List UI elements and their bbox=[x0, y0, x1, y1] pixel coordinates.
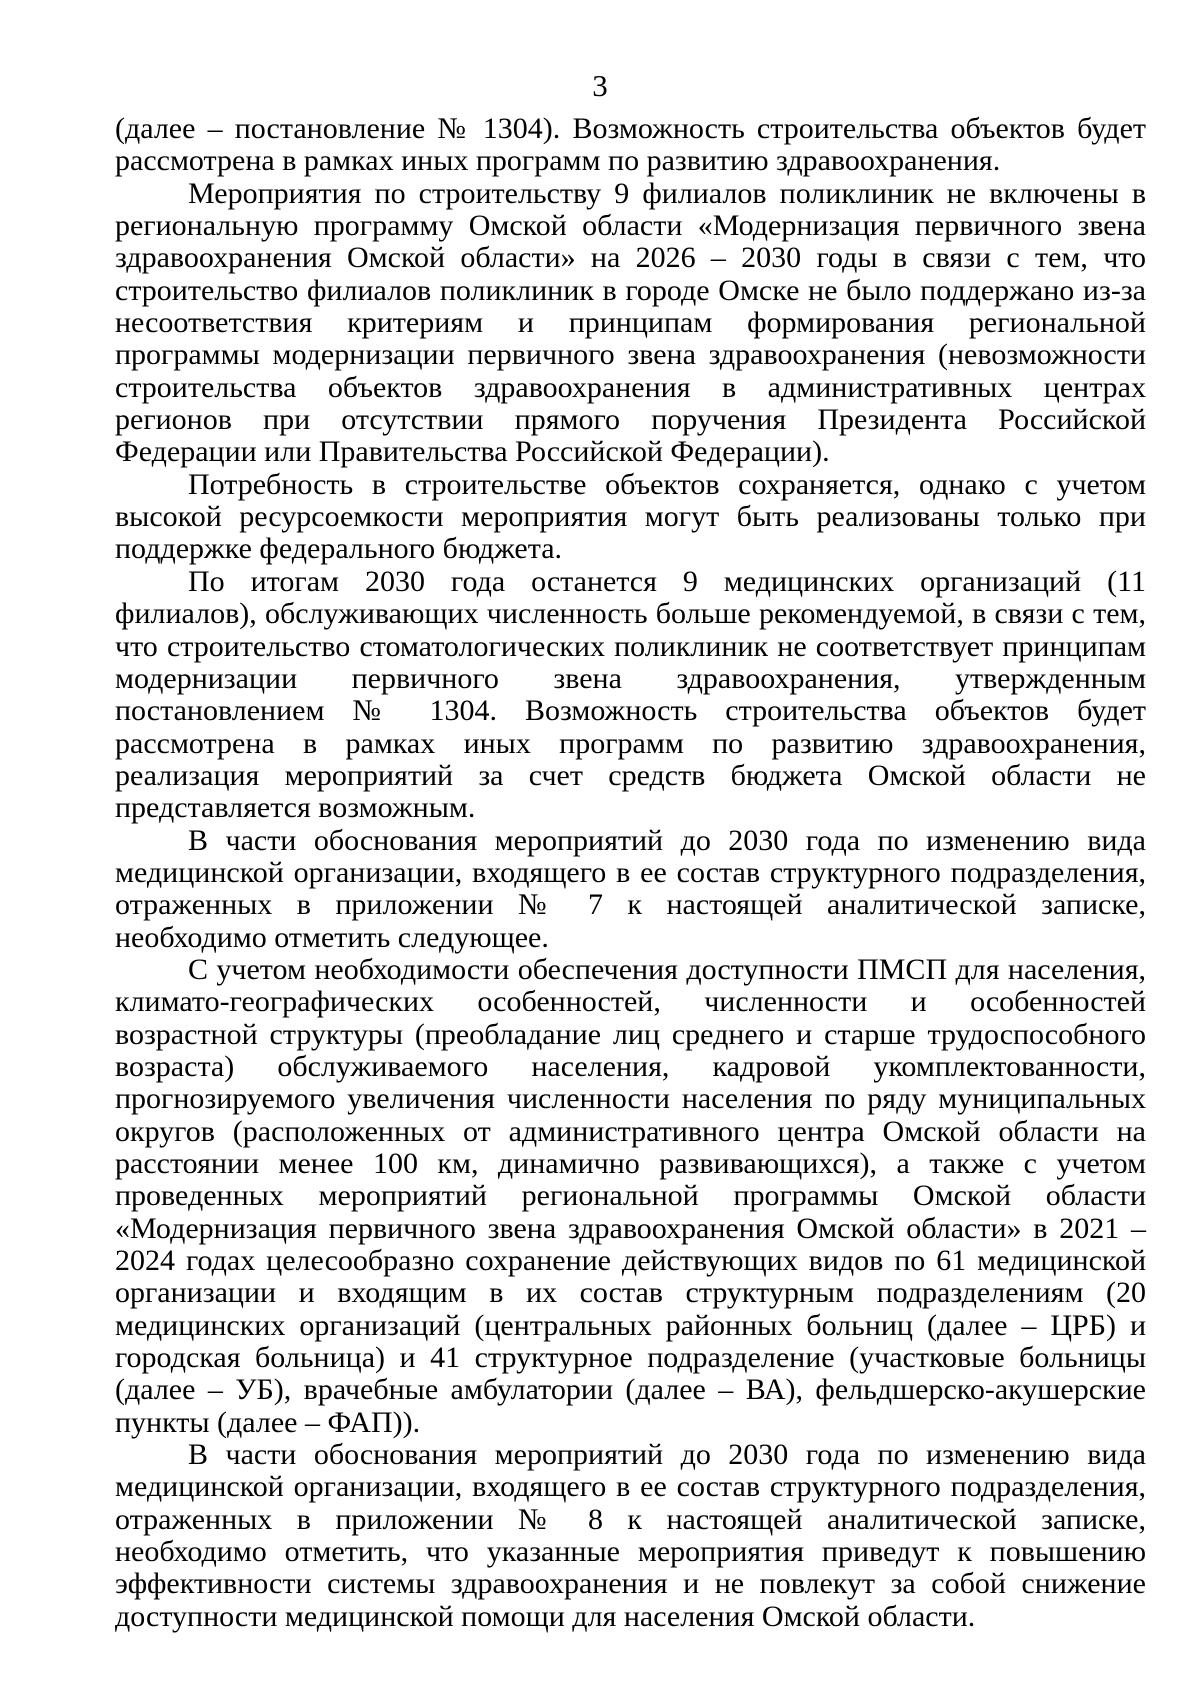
page-number: 3 bbox=[592, 68, 608, 103]
paragraph-pmsp-availability: С учетом необходимости обеспечения доступности ПМСП для населения, климато-географических особенностей, численности и особенностей возрастной структуры (преобладание лиц среднего и старше трудоспособного возраста) обслуживаемого населения, кадровой укомплектованности, прогнозируемого увеличения численности населения по ряду муниципальных округов (расположенных от административного центра Омской области на расстоянии менее 100 км, динамично развивающихся), а также с учетом проведенных мероприятий региональной программы Омской области «Модернизация первичного звена здравоохранения Омской области» в 2021 – 2024 годах целесообразно сохранение действующих видов по 61 медицинской организации и входящим в их состав структурным подразделениям (20 медицинских организаций (центральных районных больниц (далее – ЦРБ) и городская больница) и 41 структурное подразделение (участковые больницы (далее – УБ), врачебные амбулатории (далее – ВА), фельдшерско-акушерские пункты (далее – ФАП)). bbox=[115, 952, 1146, 1439]
paragraph-construction-need: Потребность в строительстве объектов сохраняется, однако с учетом высокой ресурсоемкости мероприятия могут быть реализованы только при поддержке федерального бюджета. bbox=[115, 467, 1146, 566]
paragraph-appendix-7: В части обоснования мероприятий до 2030 года по изменению вида медицинской организации, входящего в ее состав структурного подразделения, отраженных в приложении № 7 к настоящей аналитической записке, необходимо отметить следующее. bbox=[115, 823, 1146, 954]
paragraph-polyclinic-branches: Мероприятия по строительству 9 филиалов поликлиник не включены в региональную программу Омской области «Модернизация первичного звена здравоохранения Омской области» на 2026 – 2030 годы в связи с тем, что строительство филиалов поликлиник в городе Омске не было поддержано из-за несоответствия критериям и принципам формирования региональной программы модернизации первичного звена здравоохранения (невозможности строительства объектов здравоохранения в административных центрах регионов при отсутствии прямого поручения Президента Российской Федерации или Правительства Российской Федерации). bbox=[115, 176, 1146, 469]
paragraph-continuation: (далее – постановление № 1304). Возможность строительства объектов будет рассмотрена в рамках иных программ по развитию здравоохранения. bbox=[115, 112, 1146, 178]
document-body bbox=[115, 113, 1146, 1633]
paragraph-appendix-8: В части обоснования мероприятий до 2030 года по изменению вида медицинской организации, входящего в ее состав структурного подразделения, отраженных в приложении № 8 к настоящей аналитической записке, необходимо отметить, что указанные мероприятия приведут к повышению эффективности системы здравоохранения и не повлекут за собой снижение доступности медицинской помощи для населения Омской области. bbox=[115, 1438, 1146, 1633]
paragraph-2030-results: По итогам 2030 года останется 9 медицинских организаций (11 филиалов), обслуживающих численность больше рекомендуемой, в связи с тем, что строительство стоматологических поликлиник не соответствует принципам модернизации первичного звена здравоохранения, утвержденным постановлением № 1304. Возможность строительства объектов будет рассмотрена в рамках иных программ по развитию здравоохранения, реализация мероприятий за счет средств бюджета Омской области не представляется возможным. bbox=[115, 564, 1146, 825]
